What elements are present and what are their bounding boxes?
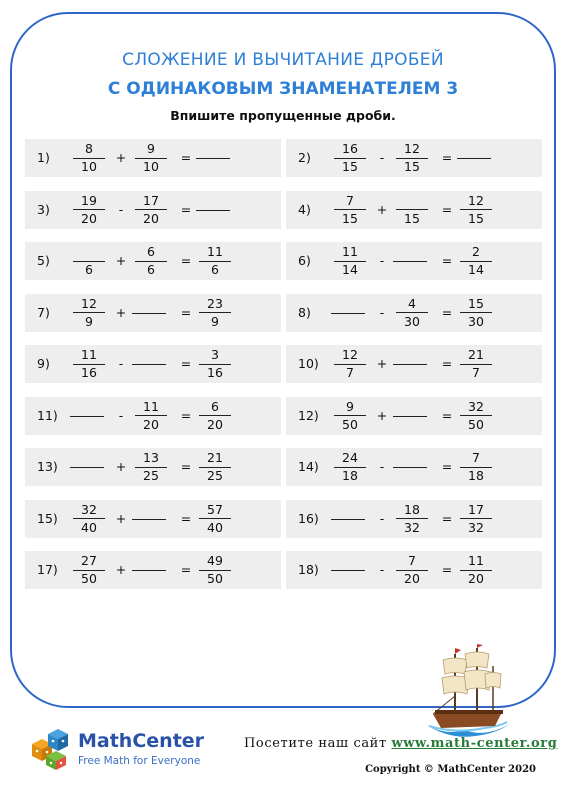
numerator: 15	[468, 295, 484, 311]
answer-blank[interactable]	[197, 191, 233, 229]
problem-16	[286, 500, 542, 538]
fraction	[197, 500, 233, 538]
problem-1	[25, 139, 281, 177]
denominator: 40	[207, 519, 223, 535]
denominator: 15	[404, 159, 420, 174]
fraction	[197, 294, 233, 332]
answer-blank[interactable]	[133, 551, 169, 589]
fraction-bar	[199, 415, 231, 416]
operator: +	[115, 562, 127, 577]
problem-18	[286, 551, 542, 589]
equals-sign: =	[441, 253, 453, 268]
problem-number: 5)	[37, 253, 50, 268]
numerator: 17	[143, 192, 159, 208]
numerator: 11	[468, 553, 484, 568]
problem-number: 2)	[298, 150, 311, 165]
denominator: 14	[468, 262, 484, 277]
equals-sign: =	[180, 304, 192, 320]
fraction	[394, 551, 430, 589]
equals-sign: =	[180, 407, 192, 423]
fraction	[133, 139, 169, 177]
numerator: 32	[468, 398, 484, 414]
fraction	[394, 191, 430, 229]
blank-line	[132, 519, 166, 520]
numerator: 11	[81, 347, 97, 362]
blank-line	[393, 416, 427, 417]
numerator: 21	[207, 450, 223, 465]
fraction	[133, 397, 169, 435]
blank-line	[132, 570, 166, 571]
blank-line	[393, 467, 427, 468]
answer-blank[interactable]	[394, 242, 430, 280]
denominator: 9	[211, 313, 219, 329]
fraction-bar	[73, 209, 105, 210]
problem-number: 16)	[298, 510, 319, 526]
denominator: 20	[143, 210, 159, 226]
fraction-bar	[199, 312, 231, 313]
equals-sign: =	[180, 510, 192, 526]
fraction-bar	[334, 415, 366, 416]
numerator: 12	[468, 192, 484, 208]
operator: -	[379, 253, 385, 268]
denominator: 16	[207, 365, 223, 380]
denominator: 20	[468, 571, 484, 586]
fraction-bar	[135, 209, 167, 210]
numerator: 7	[472, 450, 480, 465]
problem-number: 7)	[37, 304, 50, 320]
blank-line	[393, 364, 427, 365]
denominator: 32	[468, 519, 484, 535]
fraction-bar	[460, 415, 492, 416]
denominator: 50	[468, 416, 484, 432]
fraction	[197, 345, 233, 383]
operator: -	[379, 459, 385, 474]
fraction	[133, 191, 169, 229]
answer-blank[interactable]	[133, 294, 169, 332]
numerator: 21	[468, 347, 484, 362]
answer-blank[interactable]	[394, 345, 430, 383]
denominator: 6	[211, 262, 219, 277]
problem-number: 12)	[298, 407, 319, 423]
denominator: 25	[143, 468, 159, 483]
numerator: 8	[85, 141, 93, 156]
operator: +	[115, 253, 127, 268]
operator: -	[118, 201, 124, 217]
denominator: 10	[143, 159, 159, 174]
numerator: 12	[342, 347, 358, 362]
fraction	[332, 242, 368, 280]
operator: +	[115, 150, 127, 165]
numerator: 9	[147, 141, 155, 156]
visit-text: Посетите наш сайт	[244, 736, 392, 751]
operator: +	[376, 356, 388, 371]
problem-6	[286, 242, 542, 280]
fraction	[458, 242, 494, 280]
numerator: 11	[342, 244, 358, 259]
denominator: 18	[468, 468, 484, 483]
blank-line	[70, 416, 104, 417]
fraction	[133, 448, 169, 486]
numerator: 19	[81, 192, 97, 208]
denominator: 15	[342, 159, 358, 174]
denominator: 20	[207, 416, 223, 432]
numerator: 27	[81, 553, 97, 568]
answer-blank[interactable]	[332, 294, 368, 332]
equals-sign: =	[441, 459, 453, 474]
equals-sign: =	[441, 150, 453, 165]
fraction	[71, 242, 107, 280]
problem-number: 14)	[298, 459, 319, 474]
problem-7	[25, 294, 281, 332]
operator: +	[376, 407, 388, 423]
denominator: 20	[81, 210, 97, 226]
answer-blank[interactable]	[133, 345, 169, 383]
numerator: 32	[81, 501, 97, 517]
problem-11	[25, 397, 281, 435]
numerator: 23	[207, 295, 223, 311]
answer-blank[interactable]	[71, 448, 107, 486]
problem-number: 9)	[37, 356, 50, 371]
fraction-bar	[73, 518, 105, 519]
sailing-ship-icon	[415, 644, 515, 740]
operator: -	[118, 407, 124, 423]
denominator: 18	[342, 468, 358, 483]
denominator: 50	[207, 571, 223, 586]
fraction	[458, 500, 494, 538]
fraction-bar	[460, 312, 492, 313]
problem-9	[25, 345, 281, 383]
fraction-bar	[73, 312, 105, 313]
problem-15	[25, 500, 281, 538]
worksheet-subtitle: С ОДИНАКОВЫМ ЗНАМЕНАТЕЛЕМ 3	[107, 79, 459, 99]
operator: +	[115, 459, 127, 474]
answer-blank[interactable]	[332, 500, 368, 538]
equals-sign: =	[180, 356, 192, 371]
fraction	[71, 551, 107, 589]
problem-14	[286, 448, 542, 486]
blank-line	[196, 158, 230, 159]
problem-5	[25, 242, 281, 280]
fraction	[394, 500, 430, 538]
blank-line	[331, 519, 365, 520]
numerator: 49	[207, 553, 223, 568]
fraction	[71, 139, 107, 177]
fraction	[458, 345, 494, 383]
problem-number: 11)	[37, 407, 58, 423]
numerator: 11	[143, 398, 159, 414]
fraction	[133, 242, 169, 280]
fraction-bar	[460, 209, 492, 210]
equals-sign: =	[180, 253, 192, 268]
fraction-bar	[334, 209, 366, 210]
denominator: 15	[468, 210, 484, 226]
equals-sign: =	[180, 562, 192, 577]
answer-blank[interactable]	[71, 397, 107, 435]
problem-2	[286, 139, 542, 177]
answer-blank[interactable]	[394, 397, 430, 435]
denominator: 30	[468, 313, 484, 329]
fraction	[332, 139, 368, 177]
problem-number: 13)	[37, 459, 58, 474]
problem-10	[286, 345, 542, 383]
numerator: 3	[211, 347, 219, 362]
blank-line	[132, 313, 166, 314]
denominator: 7	[472, 365, 480, 380]
fraction	[197, 397, 233, 435]
blank-line	[393, 261, 427, 262]
answer-blank[interactable]	[394, 448, 430, 486]
blank-line	[70, 467, 104, 468]
fraction	[197, 448, 233, 486]
fraction-bar	[460, 518, 492, 519]
fraction	[71, 191, 107, 229]
problem-8	[286, 294, 542, 332]
operator: -	[379, 510, 385, 526]
problem-number: 10)	[298, 356, 319, 371]
numerator: 12	[81, 295, 97, 311]
numerator: 17	[468, 501, 484, 517]
equals-sign: =	[441, 562, 453, 577]
equals-sign: =	[441, 201, 453, 217]
problem-number: 17)	[37, 562, 58, 577]
denominator: 15	[342, 210, 358, 226]
denominator: 20	[404, 571, 420, 586]
worksheet-title: СЛОЖЕНИЕ И ВЫЧИТАНИЕ ДРОБЕЙ	[122, 50, 444, 70]
numerator: 4	[408, 295, 416, 311]
blank-line	[457, 158, 491, 159]
problem-number: 3)	[37, 201, 50, 217]
problem-number: 6)	[298, 253, 311, 268]
fraction	[71, 294, 107, 332]
problem-number: 4)	[298, 201, 311, 217]
blank-line	[132, 364, 166, 365]
denominator: 15	[404, 210, 420, 226]
fraction	[197, 242, 233, 280]
equals-sign: =	[180, 201, 192, 217]
problem-3	[25, 191, 281, 229]
fraction-bar	[199, 518, 231, 519]
operator: +	[115, 510, 127, 526]
problem-12	[286, 397, 542, 435]
denominator: 7	[346, 365, 354, 380]
answer-blank[interactable]	[133, 500, 169, 538]
fraction	[332, 448, 368, 486]
operator: -	[379, 562, 385, 577]
equals-sign: =	[180, 459, 192, 474]
problem-number: 1)	[37, 150, 50, 165]
copyright: Copyright © MathCenter 2020	[365, 764, 536, 775]
fraction	[458, 448, 494, 486]
fraction	[332, 191, 368, 229]
visit-line	[244, 736, 557, 751]
fraction	[458, 397, 494, 435]
problem-number: 15)	[37, 510, 58, 526]
instructions: Впишите пропущенные дроби.	[170, 108, 396, 123]
numerator: 6	[147, 244, 155, 259]
fraction-bar	[135, 415, 167, 416]
denominator: 32	[404, 519, 420, 535]
operator: +	[115, 304, 127, 320]
fraction	[394, 294, 430, 332]
fraction	[394, 139, 430, 177]
numerator: 57	[207, 501, 223, 517]
denominator: 9	[85, 313, 93, 329]
denominator: 40	[81, 519, 97, 535]
denominator: 50	[342, 416, 358, 432]
denominator: 50	[81, 571, 97, 586]
numerator: 9	[346, 398, 354, 414]
numerator: 18	[404, 501, 420, 517]
problem-13	[25, 448, 281, 486]
fraction	[197, 551, 233, 589]
denominator: 10	[81, 159, 97, 174]
denominator: 16	[81, 365, 97, 380]
equals-sign: =	[180, 150, 192, 165]
fraction	[458, 551, 494, 589]
fraction	[332, 397, 368, 435]
problem-number: 18)	[298, 562, 319, 577]
fraction	[71, 345, 107, 383]
numerator: 6	[211, 398, 219, 414]
equals-sign: =	[441, 304, 453, 320]
website-link[interactable]: www.math-center.org	[391, 736, 558, 751]
blank-line	[331, 313, 365, 314]
blank-line	[196, 210, 230, 211]
denominator: 20	[143, 416, 159, 432]
fraction	[332, 345, 368, 383]
fraction	[71, 500, 107, 538]
problem-number: 8)	[298, 304, 311, 320]
operator: +	[376, 201, 388, 217]
denominator: 30	[404, 313, 420, 329]
equals-sign: =	[441, 356, 453, 371]
answer-blank[interactable]	[458, 139, 494, 177]
numerator: 7	[346, 192, 354, 208]
answer-blank[interactable]	[197, 139, 233, 177]
numerator: 2	[472, 244, 480, 259]
numerator: 16	[342, 141, 358, 156]
denominator: 6	[147, 262, 155, 277]
equals-sign: =	[441, 407, 453, 423]
operator: -	[118, 356, 124, 371]
brand-tagline: Free Math for Everyone	[78, 755, 201, 767]
operator: -	[379, 150, 385, 165]
fraction-bar	[396, 518, 428, 519]
blank-line	[331, 570, 365, 571]
numerator: 7	[408, 553, 416, 568]
equals-sign: =	[441, 510, 453, 526]
brand-name: MathCenter	[78, 730, 205, 752]
denominator: 6	[85, 262, 93, 277]
denominator: 25	[207, 468, 223, 483]
numerator: 24	[342, 450, 358, 465]
numerator: 11	[207, 244, 223, 259]
fraction	[458, 191, 494, 229]
problem-17	[25, 551, 281, 589]
fraction	[458, 294, 494, 332]
numerator: 13	[143, 450, 159, 465]
numerator: 12	[404, 141, 420, 156]
fraction-bar	[396, 209, 428, 210]
fraction-bar	[396, 312, 428, 313]
answer-blank[interactable]	[332, 551, 368, 589]
operator: -	[379, 304, 385, 320]
denominator: 14	[342, 262, 358, 277]
problem-4	[286, 191, 542, 229]
